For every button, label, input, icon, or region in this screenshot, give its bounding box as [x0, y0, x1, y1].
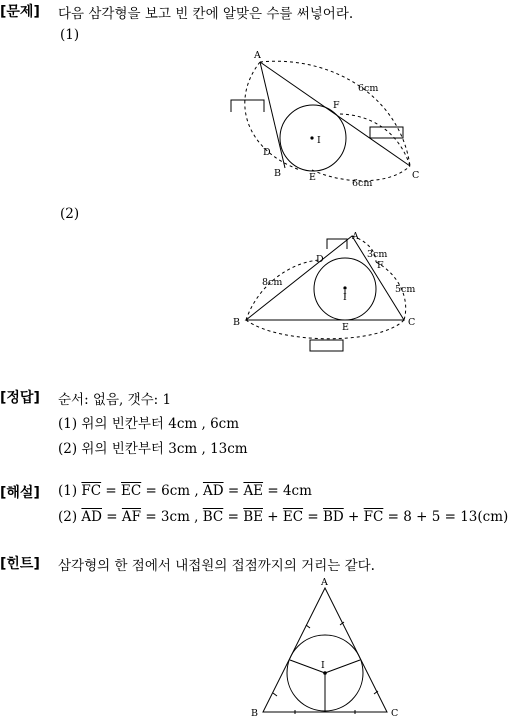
- fig2-label-d: D: [316, 254, 324, 265]
- fig2-len-left: 8cm: [262, 277, 283, 288]
- hint-radius-right: [325, 660, 360, 673]
- problem-tag: [문제]: [0, 4, 40, 20]
- fig2-label-a: A: [352, 231, 359, 242]
- fig2-label-i: I: [343, 292, 347, 303]
- problem-text: 다음 삼각형을 보고 빈 칸에 알맞은 수를 써넣어라.: [58, 6, 354, 22]
- hint-tag: [힌트]: [0, 556, 40, 572]
- fig1-len-top: 6cm: [358, 83, 379, 94]
- fig1-label-a: A: [254, 50, 261, 61]
- explanation-tag: [해설]: [0, 485, 40, 501]
- fig2-len-af: 3cm: [367, 249, 388, 260]
- answer-line2: (2) 위의 빈칸부터 3cm , 13cm: [58, 441, 248, 457]
- hint-label-i: I: [321, 660, 325, 671]
- fig2-label-c: C: [408, 317, 416, 328]
- explanation-line1: (1) $\overline{FC} = \overline{EC} = 6cm$ , $\overline{AD} = \overline{AE} = 4cm$: [58, 483, 312, 499]
- fig2-label-b: B: [233, 317, 240, 328]
- fig1-label-d: D: [263, 147, 271, 158]
- hint-label-a: A: [321, 577, 328, 588]
- answer-line1: (1) 위의 빈칸부터 4cm , 6cm: [58, 416, 240, 432]
- hint-text: 삼각형의 한 점에서 내접원의 접점까지의 거리는 같다.: [58, 558, 375, 574]
- fig1-label-e: E: [309, 172, 316, 183]
- fig1-label-b: B: [274, 168, 281, 179]
- hint-label-c: C: [391, 708, 399, 717]
- fig2-len-right: 5cm: [395, 284, 416, 295]
- part1-label: (1): [60, 27, 80, 43]
- fig1-label-f: F: [333, 100, 340, 111]
- hint-label-b: B: [251, 708, 258, 717]
- explanation-line2: (2) $\overline{AD} = \overline{AF} = 3cm$ , $\overline{BC} = \overline{BE} + \overline{EC} = \overline{BD} + \overline{FC} = 8 + 5 = 13(cm)$: [58, 509, 509, 525]
- fig2-label-f: F: [377, 260, 384, 271]
- fig2-label-e: E: [342, 322, 349, 333]
- answer-line0: 순서: 없음, 갯수: 1: [58, 392, 172, 408]
- answer-tag: [정답]: [0, 390, 40, 406]
- hint-radius-left: [290, 660, 325, 673]
- part2-label: (2): [60, 206, 80, 222]
- fig1-len-bottom: 6cm: [352, 178, 373, 189]
- fig1-label-i: I: [317, 135, 321, 146]
- fig1-label-c: C: [412, 170, 420, 181]
